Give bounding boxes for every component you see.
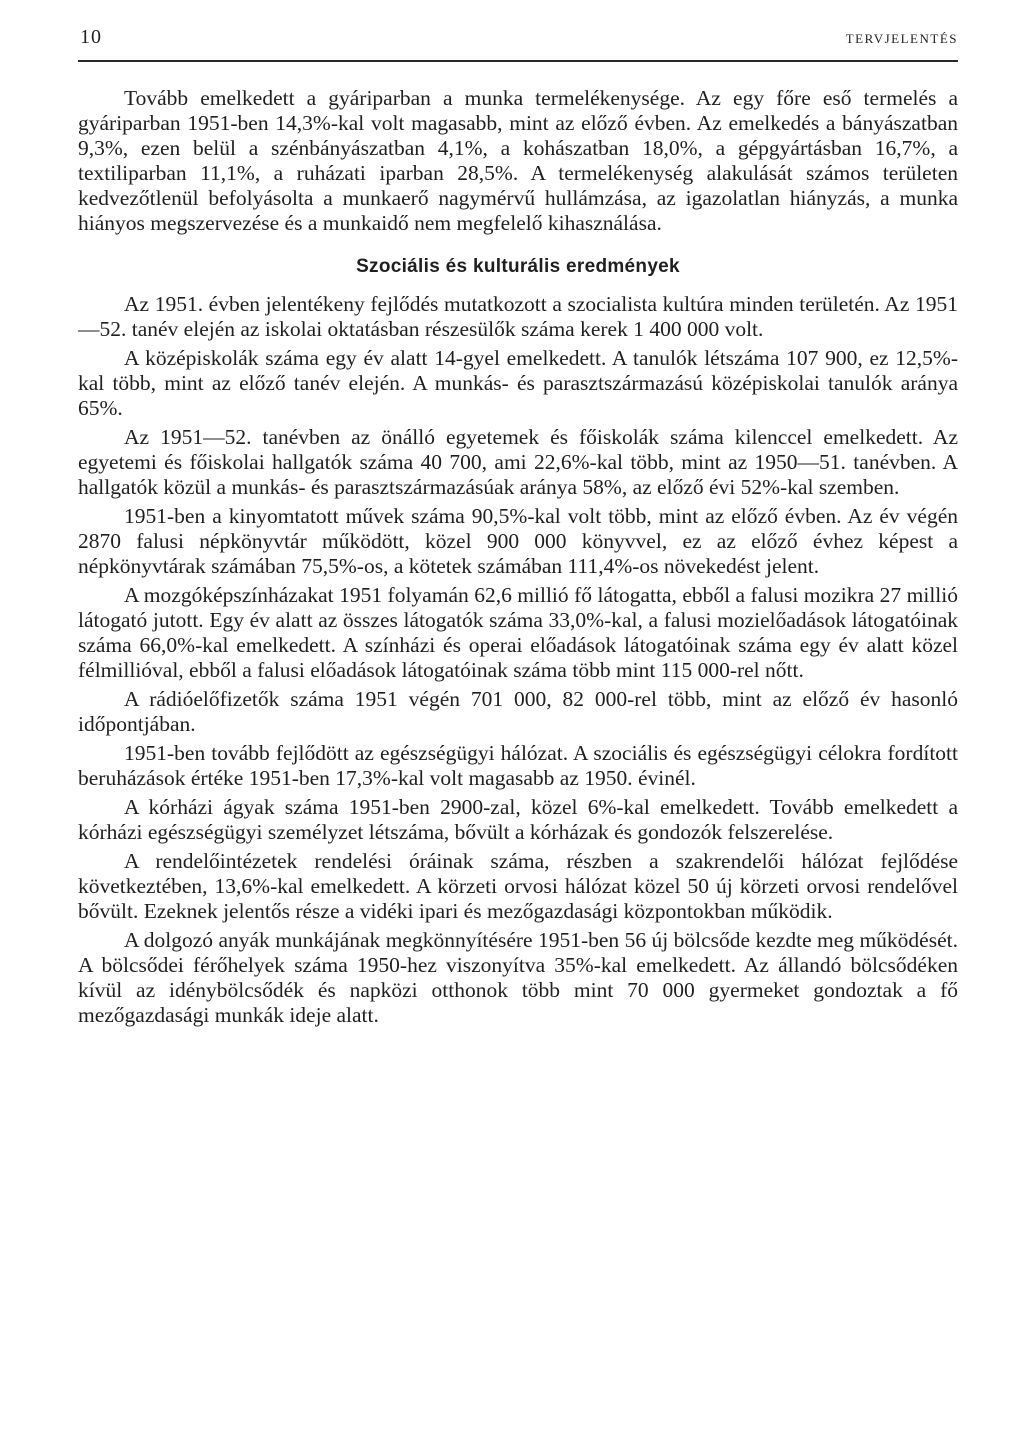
- page-number: 10: [80, 26, 102, 48]
- paragraph: A mozgóképszínházakat 1951 folyamán 62,6 millió fő látogatta, ebből a falusi mozikra 27 millió látogató jutott. Egy év alatt az összes látogatók száma 33,0%-kal, a falusi mozielőadások látogatóinak száma 66,0%-kal emelkedett. A színházi és operai előadások látogatóinak száma egy év alatt közel félmillióval, ebből a falusi előadások látogatóinak száma több mint 115 000-rel nőtt.: [78, 583, 958, 682]
- paragraph: Az 1951. évben jelentékeny fejlődés mutatkozott a szocialista kultúra minden területén. Az 1951—52. tanév elején az iskolai oktatásban részesülők száma kerek 1 400 000 volt.: [78, 292, 958, 341]
- paragraph: A kórházi ágyak száma 1951-ben 2900-zal, közel 6%-kal emelkedett. Tovább emelkedett a kórházi egészségügyi személyzet létszáma, bővült a kórházak és gondozók felszerelése.: [78, 795, 958, 844]
- paragraph: Tovább emelkedett a gyáriparban a munka termelékenysége. Az egy főre eső termelés a gyáriparban 1951-ben 14,3%-kal volt magasabb, mint az előző évben. Az emelkedés a bányászatban 9,3%, ezen belül a szénbányászatban 4,1%, a kohászatban 18,0%, a gépgyártásban 16,7%, a textiliparban 11,1%, a ruházati iparban 28,5%. A termelékenység alakulását számos területen kedvezőtlenül befolyásolta a munkaerő nagymérvű hullámzása, az igazolatlan hiányzás, a munka hiányos megszervezése és a munkaidő nem megfelelő kihasználása.: [78, 86, 958, 235]
- paragraph: A rádióelőfizetők száma 1951 végén 701 000, 82 000-rel több, mint az előző év hasonló időpontjában.: [78, 687, 958, 736]
- document-page: [78, 26, 958, 1028]
- paragraph: Az 1951—52. tanévben az önálló egyetemek és főiskolák száma kilenccel emelkedett. Az egyetemi és főiskolai hallgatók száma 40 700, ami 22,6%-kal több, mint az 1950—51. tanévben. A hallgatók közül a munkás- és parasztszármazásúak aránya 58%, az előző évi 52%-kal szemben.: [78, 425, 958, 499]
- paragraph: 1951-ben tovább fejlődött az egészségügyi hálózat. A szociális és egészségügyi célokra fordított beruházások értéke 1951-ben 17,3%-kal volt magasabb az 1950. évinél.: [78, 741, 958, 790]
- header-rule: [78, 60, 958, 62]
- section-heading: Szociális és kulturális eredmények: [356, 256, 680, 277]
- paragraph: A középiskolák száma egy év alatt 14-gyel emelkedett. A tanulók létszáma 107 900, ez 12,5%-kal több, mint az előző tanév elején. A munkás- és parasztszármazású középiskolai tanulók aránya 65%.: [78, 346, 958, 420]
- paragraph: 1951-ben a kinyomtatott művek száma 90,5%-kal volt több, mint az előző évben. Az év végén 2870 falusi népkönyvtár működött, közel 900 000 könyvvel, ez az előző évhez képest a népkönyvtárak számában 75,5%-os, a kötetek számában 111,4%-os növekedést jelent.: [78, 504, 958, 578]
- page-header: [78, 26, 958, 56]
- body-text: [78, 86, 958, 1028]
- paragraph: A rendelőintézetek rendelési óráinak száma, részben a szakrendelői hálózat fejlődése következtében, 13,6%-kal emelkedett. A körzeti orvosi hálózat közel 50 új körzeti orvosi rendelővel bővült. Ezeknek jelentős része a vidéki ipari és mezőgazdasági központokban működik.: [78, 849, 958, 923]
- paragraph: A dolgozó anyák munkájának megkönnyítésére 1951-ben 56 új bölcsőde kezdte meg működését. A bölcsődei férőhelyek száma 1950-hez viszonyítva 35%-kal emelkedett. Az állandó bölcsődéken kívül az idénybölcsődék és napközi otthonok több mint 70 000 gyermeket gondoztak a fő mezőgazdasági munkák ideje alatt.: [78, 928, 958, 1027]
- running-head: TERVJELENTÉS: [845, 31, 958, 46]
